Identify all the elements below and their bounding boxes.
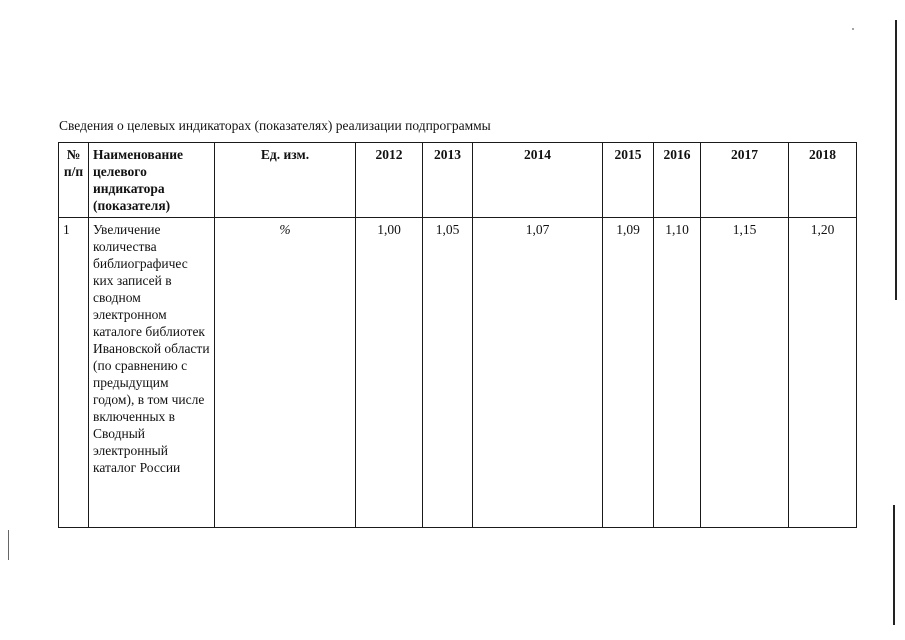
header-year-2016: 2016 <box>654 143 701 218</box>
header-unit: Ед. изм. <box>215 143 356 218</box>
value-2018: 1,20 <box>789 218 857 528</box>
header-year-2017: 2017 <box>701 143 789 218</box>
header-year-2015: 2015 <box>603 143 654 218</box>
header-num: № п/п <box>59 143 89 218</box>
table-row <box>59 218 857 528</box>
value-2014: 1,07 <box>473 218 603 528</box>
header-year-2012: 2012 <box>356 143 423 218</box>
scan-edge-right-lower <box>893 505 895 625</box>
header-name: Наименование целевого индикатора (показателя) <box>89 143 215 218</box>
header-year-2014: 2014 <box>473 143 603 218</box>
value-2012: 1,00 <box>356 218 423 528</box>
scan-edge-right <box>895 20 897 300</box>
row-num: 1 <box>59 218 89 528</box>
value-2017: 1,15 <box>701 218 789 528</box>
value-2015: 1,09 <box>603 218 654 528</box>
value-2013: 1,05 <box>423 218 473 528</box>
row-indicator-name: Увеличение количества библиографичес ких записей в сводном электронном каталоге библиотек Ивановской области (по сравнению с предыдущим годом), в том числе включенных в Сводный электронный каталог России <box>89 218 215 528</box>
indicators-table <box>58 142 857 528</box>
value-2016: 1,10 <box>654 218 701 528</box>
scan-speck <box>852 28 854 30</box>
table-header-row <box>59 143 857 218</box>
header-year-2018: 2018 <box>789 143 857 218</box>
table-caption: Сведения о целевых индикаторах (показателях) реализации подпрограммы <box>59 118 491 133</box>
scan-edge-left <box>8 530 9 560</box>
row-unit: % <box>215 218 356 528</box>
header-year-2013: 2013 <box>423 143 473 218</box>
